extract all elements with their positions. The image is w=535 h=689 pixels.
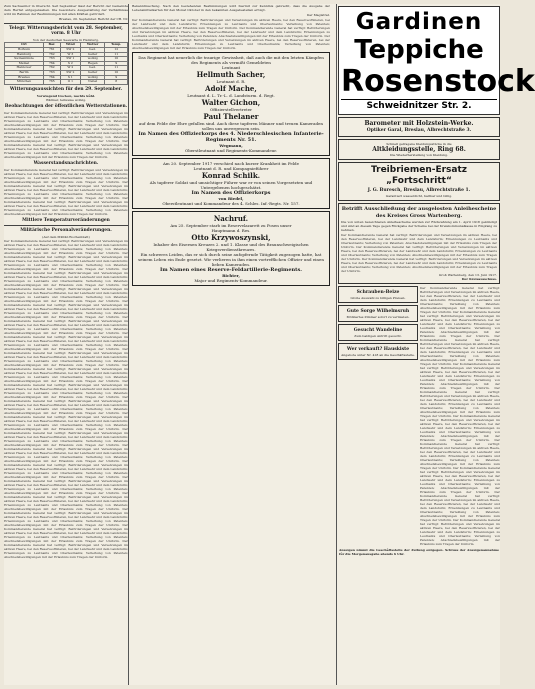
weather-header-cell: Bar. (43, 43, 60, 48)
death2-sign-rank: Oberstleutnant und Kommandeur des 4. Schles. Inf.-Regts. Nr. 157. (162, 201, 300, 207)
weather-cell: Memel (5, 61, 44, 66)
gardinen-address: Schweidnitzer Str. 2. (341, 99, 497, 112)
death1-outro: auf dem Felde der Ehre gefallen sind. Auch diese tapferen Männer und treuen Kameraden sollen uns unvergessen sein. (138, 121, 323, 132)
weather-cell: O 1 (60, 80, 80, 85)
small-ads-right: Der Kommandierende General hat verfügt: Beförderungen und Versetzungen im aktiven Heere, bei den Reserveoffizieren, bei der Landwehr und dem Landsturm; Ernennungen zu Leutnants und Oberleutnants; Verleihung von Patenten; Abschiedsbewilligungen mit der Erlaubnis zum Tragen der Uniform. Der Kommandierende General hat verfügt: Beförderungen und Versetzungen im aktiven Heere, bei den Reserveoffizieren, bei der Landwehr und dem Landsturm; Ernennungen zu Leutnants und Oberleutnants; Verleihung von Patenten; Abschiedsbewilligungen mit der Erlaubnis zum Tragen der Uniform. Der Kommandierende General hat verfügt: Beförderungen und Versetzungen im aktiven Heere, bei den Reserveoffizieren, bei der Landwehr und dem Landsturm; Ernennungen zu Leutnants und Oberleutnants; Verleihung von Patenten; Abschiedsbewilligungen mit der Erlaubnis zum Tragen der Uniform. Der Kommandierende General hat verfügt: Beförderungen und Versetzungen im aktiven Heere, bei den Reserveoffizieren, bei der Landwehr und dem Landsturm; Ernennungen zu Leutnants und Oberleutnants; Verleihung von Patenten; Abschiedsbewilligungen mit der Erlaubnis zum Tragen der Uniform. Der Kommandierende General hat verfügt: Beförderungen und Versetzungen im aktiven Heere, bei den Reserveoffizieren, bei der Landwehr und dem Landsturm; Ernennungen zu Leutnants und Oberleutnants; Verleihung von Patenten; Abschiedsbewilligungen mit der Erlaubnis zum Tragen der Uniform. Der Kommandierende General hat verfügt: Beförderungen und Versetzungen im aktiven Heere, bei den Reserveoffizieren, bei der Landwehr und dem Landsturm; Ernennungen zu Leutnants und Oberleutnants; Verleihung von Patenten; Abschiedsbewilligungen mit der Erlaubnis zum Tragen der Uniform. Der Kommandierende General hat verfügt: Beförderungen und Versetzungen im aktiven Heere, bei den Reserveoffizieren, bei der Landwehr und dem Landsturm; Ernennungen zu Leutnants und Oberleutnants; Verleihung von Patenten; Abschiedsbewilligungen mit der Erlaubnis zum Tragen der Uniform. Der Kommandierende General hat verfügt: Beförderungen und Versetzungen im aktiven Heere, bei den Reserveoffizieren, bei der Landwehr und dem Landsturm; Ernennungen zu Leutnants und Oberleutnants; Verleihung von Patenten; Abschiedsbewilligungen mit der Erlaubnis zum Tragen der Uniform. Der Kommandierende General hat verfügt: Beförderungen und Versetzungen im aktiven Heere, bei den Reserveoffizieren, bei der Landwehr und dem Landsturm; Ernennungen zu Leutnants und Oberleutnants; Verleihung von Patenten; Abschiedsbewilligungen mit der Erlaubnis zum Tragen der Uniform. Der Kommandierende General hat verfügt: Beförderungen und Versetzungen im aktiven Heere, bei den Reserveoffizieren, bei der Landwehr und dem Landsturm; Ernennungen zu Leutnants und Oberleutnants; Verleihung von Patenten; Abschiedsbewilligungen mit der Erlaubnis zum Tragen der Uniform. (420, 285, 500, 546)
death3-sign-name: Richter, (222, 273, 240, 279)
death3-desc: Inhaber des Eisernen Kreuzes 2. und 1. Klasse und des Braunschweigischen Kriegsverdienstkreuzes. (153, 242, 309, 253)
divider (4, 225, 128, 226)
death2-sign-name: von Riedel, (218, 196, 244, 202)
death2-name: Konrad Schilk. (201, 171, 261, 181)
forecast-sub: Wärmer, teilweise wolkig. (45, 97, 87, 102)
small-ad-title: Schrauben-Beize (356, 289, 400, 295)
weather-cell: Regen (80, 61, 105, 66)
death1-rank4: Offizierstellvertreter (210, 107, 252, 113)
weather-cell: 9 (105, 75, 128, 80)
weather-cell: 9 (105, 61, 128, 66)
weather-cell: heiter (80, 71, 105, 76)
top-notice-sign: Der Magistrat. (306, 13, 330, 18)
station-filler: Der Kommandierende General hat verfügt: Beförderungen und Versetzungen im aktiven Heere, bei den Reserveoffizieren, bei der Landwehr und dem Landsturm; Ernennungen zu Leutnants und Oberleutnants; Verleihung von Patenten; Abschiedsbewilligungen mit der Erlaubnis zum Tragen der Uniform. Der Kommandierende General hat verfügt: Beförderungen und Versetzungen im aktiven Heere, bei den Reserveoffizieren, bei der Landwehr und dem Landsturm; Ernennungen zu Leutnants und Oberleutnants; Verleihung von Patenten; Abschiedsbewilligungen mit der Erlaubnis zum Tragen der Uniform. Der Kommandierende General hat verfügt: Beförderungen und Versetzungen im aktiven Heere, bei den Reserveoffizieren, bei der Landwehr und dem Landsturm; Ernennungen zu Leutnants und Oberleutnants; Verleihung von Patenten; Abschiedsbewilligungen mit der Erlaubnis zum Tragen der Uniform. (4, 111, 128, 159)
bond-sign: Groß Wartenberg, den 13. Juni 1917. (438, 272, 497, 277)
belt-ad (338, 162, 500, 201)
death1-rank1: Leutnant (221, 65, 241, 71)
gardinen-ad (338, 6, 535, 115)
weather-cell: bed. (80, 48, 105, 53)
small-ad-text: Zum baldigen Antritt gesucht. (354, 333, 402, 338)
weather-cell: heiter (80, 52, 105, 57)
small-ad (338, 343, 418, 360)
column-ads (336, 4, 535, 685)
death3-outro: Ein schweres Leiden, das er sich durch seine aufopfernde Tätigkeit zugezogen hatte, hat seinem Leben ein Ende gesetzt. Wir verlieren in ihm einen vortrefflichen Offizier und einen lieben Kameraden. (138, 252, 324, 268)
death3-title: Nachruf. (213, 214, 249, 224)
death1-name1: Hellmuth Sacher, (196, 70, 266, 80)
death3-sign-rank: Major und Regiments-Kommandeur. (194, 278, 268, 284)
weather-cell: 12 (105, 48, 128, 53)
top-filler: Der Kommandierende General hat verfügt: Beförderungen und Versetzungen im aktiven Heere, bei den Reserveoffizieren, bei der Landwehr und dem Landsturm; Ernennungen zu Leutnants und Oberleutnants; Verleihung von Patenten; Abschiedsbewilligungen mit der Erlaubnis zum Tragen der Uniform. Der Kommandierende General hat verfügt: Beförderungen und Versetzungen im aktiven Heere, bei den Reserveoffizieren, bei der Landwehr und dem Landsturm; Ernennungen zu Leutnants und Oberleutnants; Verleihung von Patenten; Abschiedsbewilligungen mit der Erlaubnis zum Tragen der Uniform. Der Kommandierende General hat verfügt: Beförderungen und Versetzungen im aktiven Heere, bei den Reserveoffizieren, bei der Landwehr und dem Landsturm; Ernennungen zu Leutnants und Oberleutnants; Verleihung von Patenten; Abschiedsbewilligungen mit der Erlaubnis zum Tragen der Uniform. (132, 18, 330, 51)
bond-title: Betrifft Ausschließung der ausgelosten Anleihescheine des Kreises Gross Wartenberg. (341, 206, 497, 220)
weather-header-cell: Ort (5, 43, 44, 48)
death3-name: Otto Krzywoszynski, (191, 233, 271, 243)
clothing-title: Altkleidungsstelle, Ring 68. (372, 146, 466, 154)
weather-cell: Breslau (5, 75, 44, 80)
weather-cell: SW 2 (60, 48, 80, 53)
death1-name2: Adolf Mache, (205, 84, 257, 94)
intro-article (4, 4, 128, 21)
death2-closing: Im Namen des Offizierkorps (191, 190, 271, 197)
small-ad (338, 286, 418, 303)
belt-title: Treibriemen-Ersatz (370, 165, 468, 176)
barometer-title: Barometer mit Holzstein-Werke. (364, 120, 474, 127)
weather-sub: Von der deutschen Seewarte in Hamburg. (33, 38, 99, 43)
weather-cell: Swinemünde (5, 57, 44, 62)
weather-cell: 10 (105, 71, 128, 76)
weather-cell: Nebel (80, 80, 105, 85)
belt-text: Garantiert wasserdicht, haltbar und billig. (385, 194, 453, 199)
water-filler: Der Kommandierende General hat verfügt: Beförderungen und Versetzungen im aktiven Heere, bei den Reserveoffizieren, bei der Landwehr und dem Landsturm; Ernennungen zu Leutnants und Oberleutnants; Verleihung von Patenten; Abschiedsbewilligungen mit der Erlaubnis zum Tragen der Uniform. Der Kommandierende General hat verfügt: Beförderungen und Versetzungen im aktiven Heere, bei den Reserveoffizieren, bei der Landwehr und dem Landsturm; Ernennungen zu Leutnants und Oberleutnants; Verleihung von Patenten; Abschiedsbewilligungen mit der Erlaubnis zum Tragen der Uniform. Der Kommandierende General hat verfügt: Beförderungen und Versetzungen im aktiven Heere, bei den Reserveoffizieren, bei der Landwehr und dem Landsturm; Ernennungen zu Leutnants und Oberleutnants; Verleihung von Patenten; Abschiedsbewilligungen mit der Erlaubnis zum Tragen der Uniform. (4, 168, 128, 216)
weather-cell: bed. (80, 66, 105, 71)
small-ads-left (338, 286, 418, 546)
bottom-text: Anzeigen nimmt die Geschäftsstelle der Zeitung entgegen. Schluss der Anzeigenannahme für die Morgenausgabe abends 6 Uhr. (339, 547, 499, 556)
weather-cell: wolkig (80, 57, 105, 62)
weather-header-cell: Temp. (105, 43, 128, 48)
newspaper-page (4, 4, 535, 685)
death2-outro: Als tapferer Soldat und umsichtiger Führer war er von seinen Vorgesetzten und Untergebenen hochgeschätzt. (149, 180, 313, 191)
weather-table (4, 42, 128, 84)
death-notice-2 (132, 158, 330, 209)
weather-cell: 762 (43, 66, 60, 71)
weather-header-cell: Wind (60, 43, 80, 48)
death3-closing: Im Namen eines Reserve-Feldartillerie-Regiments. (159, 267, 303, 274)
death1-closing: Im Namen des Offizierkorps des 4. Niederschlesischen Infanterie-Regiments Nr. 51. (138, 131, 324, 144)
weather-cell: Berlin (5, 71, 44, 76)
divider (4, 23, 128, 24)
weather-cell: S 2 (60, 61, 80, 66)
death1-name4: Paul Thelaner (203, 112, 259, 122)
gardinen-line2: Teppiche (354, 35, 484, 65)
intro-sign: Breslau, 20. September. Bericht der CB. Nr. (59, 17, 128, 22)
barometer-ad (338, 117, 500, 137)
weather-cell: 764 (43, 61, 60, 66)
weather-cell: Hannover (5, 66, 44, 71)
death2-rank: Leutnant d. R. und Kompagnieführer (193, 166, 269, 172)
bond-filler: Der Kommandierende General hat verfügt: Beförderungen und Versetzungen im aktiven Heere, bei den Reserveoffizieren, bei der Landwehr und dem Landsturm; Ernennungen zu Leutnants und Oberleutnants; Verleihung von Patenten; Abschiedsbewilligungen mit der Erlaubnis zum Tragen der Uniform. Der Kommandierende General hat verfügt: Beförderungen und Versetzungen im aktiven Heere, bei den Reserveoffizieren, bei der Landwehr und dem Landsturm; Ernennungen zu Leutnants und Oberleutnants; Verleihung von Patenten; Abschiedsbewilligungen mit der Erlaubnis zum Tragen der Uniform. Der Kommandierende General hat verfügt: Beförderungen und Versetzungen im aktiven Heere, bei den Reserveoffizieren, bei der Landwehr und dem Landsturm; Ernennungen zu Leutnants und Oberleutnants; Verleihung von Patenten; Abschiedsbewilligungen mit der Erlaubnis zum Tragen der Uniform. (341, 232, 497, 273)
military-body: Der Kommandierende General hat verfügt: Beförderungen und Versetzungen im aktiven Heere, bei den Reserveoffizieren, bei der Landwehr und dem Landsturm; Ernennungen zu Leutnants und Oberleutnants; Verleihung von Patenten; Abschiedsbewilligungen mit der Erlaubnis zum Tragen der Uniform. Der Kommandierende General hat verfügt: Beförderungen und Versetzungen im aktiven Heere, bei den Reserveoffizieren, bei der Landwehr und dem Landsturm; Ernennungen zu Leutnants und Oberleutnants; Verleihung von Patenten; Abschiedsbewilligungen mit der Erlaubnis zum Tragen der Uniform. Der Kommandierende General hat verfügt: Beförderungen und Versetzungen im aktiven Heere, bei den Reserveoffizieren, bei der Landwehr und dem Landsturm; Ernennungen zu Leutnants und Oberleutnants; Verleihung von Patenten; Abschiedsbewilligungen mit der Erlaubnis zum Tragen der Uniform. Der Kommandierende General hat verfügt: Beförderungen und Versetzungen im aktiven Heere, bei den Reserveoffizieren, bei der Landwehr und dem Landsturm; Ernennungen zu Leutnants und Oberleutnants; Verleihung von Patenten; Abschiedsbewilligungen mit der Erlaubnis zum Tragen der Uniform. Der Kommandierende General hat verfügt: Beförderungen und Versetzungen im aktiven Heere, bei den Reserveoffizieren, bei der Landwehr und dem Landsturm; Ernennungen zu Leutnants und Oberleutnants; Verleihung von Patenten; Abschiedsbewilligungen mit der Erlaubnis zum Tragen der Uniform. Der Kommandierende General hat verfügt: Beförderungen und Versetzungen im aktiven Heere, bei den Reserveoffizieren, bei der Landwehr und dem Landsturm; Ernennungen zu Leutnants und Oberleutnants; Verleihung von Patenten; Abschiedsbewilligungen mit der Erlaubnis zum Tragen der Uniform. Der Kommandierende General hat verfügt: Beförderungen und Versetzungen im aktiven Heere, bei den Reserveoffizieren, bei der Landwehr und dem Landsturm; Ernennungen zu Leutnants und Oberleutnants; Verleihung von Patenten; Abschiedsbewilligungen mit der Erlaubnis zum Tragen der Uniform. Der Kommandierende General hat verfügt: Beförderungen und Versetzungen im aktiven Heere, bei den Reserveoffizieren, bei der Landwehr und dem Landsturm; Ernennungen zu Leutnants und Oberleutnants; Verleihung von Patenten; Abschiedsbewilligungen mit der Erlaubnis zum Tragen der Uniform. Der Kommandierende General hat verfügt: Beförderungen und Versetzungen im aktiven Heere, bei den Reserveoffizieren, bei der Landwehr und dem Landsturm; Ernennungen zu Leutnants und Oberleutnants; Verleihung von Patenten; Abschiedsbewilligungen mit der Erlaubnis zum Tragen der Uniform. Der Kommandierende General hat verfügt: Beförderungen und Versetzungen im aktiven Heere, bei den Reserveoffizieren, bei der Landwehr und dem Landsturm; Ernennungen zu Leutnants und Oberleutnants; Verleihung von Patenten; Abschiedsbewilligungen mit der Erlaubnis zum Tragen der Uniform. Der Kommandierende General hat verfügt: Beförderungen und Versetzungen im aktiven Heere, bei den Reserveoffizieren, bei der Landwehr und dem Landsturm; Ernennungen zu Leutnants und Oberleutnants; Verleihung von Patenten; Abschiedsbewilligungen mit der Erlaubnis zum Tragen der Uniform. Der Kommandierende General hat verfügt: Beförderungen und Versetzungen im aktiven Heere, bei den Reserveoffizieren, bei der Landwehr und dem Landsturm; Ernennungen zu Leutnants und Oberleutnants; Verleihung von Patenten; Abschiedsbewilligungen mit der Erlaubnis zum Tragen der Uniform. Der Kommandierende General hat verfügt: Beförderungen und Versetzungen im aktiven Heere, bei den Reserveoffizieren, bei der Landwehr und dem Landsturm; Ernennungen zu Leutnants und Oberleutnants; Verleihung von Patenten; Abschiedsbewilligungen mit der Erlaubnis zum Tragen der Uniform. Der Kommandierende General hat verfügt: Beförderungen und Versetzungen im aktiven Heere, bei den Reserveoffizieren, bei der Landwehr und dem Landsturm; Ernennungen zu Leutnants und Oberleutnants; Verleihung von Patenten; Abschiedsbewilligungen mit der Erlaubnis zum Tragen der Uniform. Der Kommandierende General hat verfügt: Beförderungen und Versetzungen im aktiven Heere, bei den Reserveoffizieren, bei der Landwehr und dem Landsturm; Ernennungen zu Leutnants und Oberleutnants; Verleihung von Patenten; Abschiedsbewilligungen mit der Erlaubnis zum Tragen der Uniform. Der Kommandierende General hat verfügt: Beförderungen und Versetzungen im aktiven Heere, bei den Reserveoffizieren, bei der Landwehr und dem Landsturm; Ernennungen zu Leutnants und Oberleutnants; Verleihung von Patenten; Abschiedsbewilligungen mit der Erlaubnis zum Tragen der Uniform. Der Kommandierende General hat verfügt: Beförderungen und Versetzungen im aktiven Heere, bei den Reserveoffizieren, bei der Landwehr und dem Landsturm; Ernennungen zu Leutnants und Oberleutnants; Verleihung von Patenten; Abschiedsbewilligungen mit der Erlaubnis zum Tragen der Uniform. Der Kommandierende General hat verfügt: Beförderungen und Versetzungen im aktiven Heere, bei den Reserveoffizieren, bei der Landwehr und dem Landsturm; Ernennungen zu Leutnants und Oberleutnants; Verleihung von Patenten; Abschiedsbewilligungen mit der Erlaubnis zum Tragen der Uniform. Der Kommandierende General hat verfügt: Beförderungen und Versetzungen im aktiven Heere, bei den Reserveoffizieren, bei der Landwehr und dem Landsturm; Ernennungen zu Leutnants und Oberleutnants; Verleihung von Patenten; Abschiedsbewilligungen mit der Erlaubnis zum Tragen der Uniform. Der Kommandierende General hat verfügt: Beförderungen und Versetzungen im aktiven Heere, bei den Reserveoffizieren, bei der Landwehr und dem Landsturm; Ernennungen zu Leutnants und Oberleutnants; Verleihung von Patenten; Abschiedsbewilligungen mit der Erlaubnis zum Tragen der Uniform. (4, 239, 128, 560)
bond-sign2: Der Kreisausschuss. (461, 276, 497, 281)
weather-cell: 764 (43, 75, 60, 80)
death1-intro: Das Regiment hat neuerlich die traurige Gewissheit, daß auch die mit den letzten Kämpfen des Regiments als vermißt Gemeldeten (138, 55, 324, 66)
weather-cell: 10 (105, 57, 128, 62)
weather-cell: 11 (105, 52, 128, 57)
death1-name3: Walter Gichon, (201, 98, 261, 108)
small-ad-text: Große Auswahl zu billigen Preisen. (350, 295, 406, 300)
belt-sub: J. G. Buresch, Breslau, Albrechtstraße 1. (367, 188, 471, 194)
death1-sign-name: Wegmann, (219, 143, 243, 149)
death1-rank3: Leutnant d. L. Tr.-L. d. Landsturm. d. Regt. (187, 93, 275, 99)
military-sub: (Auf dem Militär-Wochenblatt) (42, 235, 90, 239)
weather-cell: 8 (105, 80, 128, 85)
clothing-sub: Die Wiederherstellung von Kleidung. (389, 153, 449, 158)
gardinen-line3: Rosenstock (341, 64, 535, 99)
weather-cell: 762 (43, 52, 60, 57)
weather-cell: Borkum (5, 48, 44, 53)
death-notice-1 (132, 52, 330, 156)
weather-cell: wolkig (80, 75, 105, 80)
bond-text: Die von unten bezeichneten Anleihescheine werden zur Rückzahlung am 1. April 1918 gekündigt und sind an diesem Tage gegen Rückgabe der Scheine bei der Kreiskommunalkasse in Empfang zu nehmen. (341, 220, 497, 233)
intro-text: Zum Sachsenhof in Oberschl. Seit September lässt der Bericht der Gemeinde dem Herbst entgegensehen. Die besondere Ausgestaltung der Verhältnisse wird im Rahmen der Bestimmungen mit allen Kräften gefördert. (4, 4, 128, 17)
small-ad (338, 305, 418, 322)
death3-intro: Am 25. September starb im Reservelazarett zu Posen unser (170, 223, 292, 229)
weather-cell: SW 1 (60, 57, 80, 62)
clothing-ad (338, 139, 500, 160)
small-ad-text: Angebote unter Nr. 418 an die Geschäftsstelle. (341, 353, 415, 358)
small-ad-title: Wer verkauft? Hauskiste (346, 347, 410, 353)
forecast-title: Witterungsaussichten für den 29. September. (9, 86, 123, 92)
military-title: Militärische Personalveränderungen. (20, 228, 112, 233)
weather-cell: München (5, 80, 44, 85)
column-notices (130, 4, 332, 685)
notes-title: Mittlere Temperaturveränderungen (22, 218, 110, 223)
water-title: Wasserstandsnachrichten. (33, 161, 99, 166)
belt-name: „Fortschritt“ (386, 176, 452, 187)
weather-row (5, 80, 128, 85)
small-ad-title: Gute Sorge Wilhelmsruh (346, 308, 410, 314)
gardinen-line1: Gardinen (355, 9, 483, 35)
small-ad (338, 324, 418, 341)
death-notice-3 (132, 211, 330, 286)
weather-cell: 763 (43, 57, 60, 62)
small-ads (338, 286, 500, 546)
column-news (4, 4, 129, 685)
weather-cell: W 3 (60, 52, 80, 57)
weather-cell: W 2 (60, 66, 80, 71)
death1-rank2: Leutnant d. R. (216, 79, 246, 85)
bond-notice (338, 203, 500, 283)
death2-intro: Am 20. September 1917 verschied nach kurzer Krankheit im Felde (163, 161, 299, 167)
forecast-text: Vorwiegend trocken, nachts kühl. (36, 93, 96, 98)
barometer-sub: Optiker Garal, Breslau, Albrechtstraße 3. (366, 128, 472, 133)
weather-cell: 763 (43, 71, 60, 76)
weather-cell: 761 (43, 48, 60, 53)
top-notice-text: Bekanntmachung. Nach den bestehenden Bestimmungen wird hiermit zur Kenntnis gebracht, dass die Ausgabe der Lebensmittelkarten für den Monat Oktober in den bekannten Ausgabestellen erfolgt. (132, 4, 330, 13)
death3-rank: Hauptmann d. Res. (211, 228, 251, 234)
weather-title: Telegr. Witterungsbericht vom 28. September, vorm. 8 Uhr (9, 26, 123, 37)
top-notice (132, 4, 330, 17)
station-title: Beobachtungen der öffentlichen Wetterstationen. (4, 104, 128, 109)
small-ad-text: Möbliertes Zimmer sofort zu vermieten. (346, 314, 410, 319)
weather-cell: 11 (105, 66, 128, 71)
small-ad-title: Gesucht Wandeline (353, 327, 403, 333)
weather-cell: S 1 (60, 75, 80, 80)
weather-cell: 765 (43, 80, 60, 85)
weather-cell: Hamburg (5, 52, 44, 57)
clothing-text: Schnell getragene Kleidungsstücke in die (386, 142, 452, 146)
weather-cell: SW 2 (60, 71, 80, 76)
death1-sign-rank: Oberstleutnant und Regiments-Kommandeur. (184, 148, 278, 154)
weather-header-cell: Wetter (80, 43, 105, 48)
